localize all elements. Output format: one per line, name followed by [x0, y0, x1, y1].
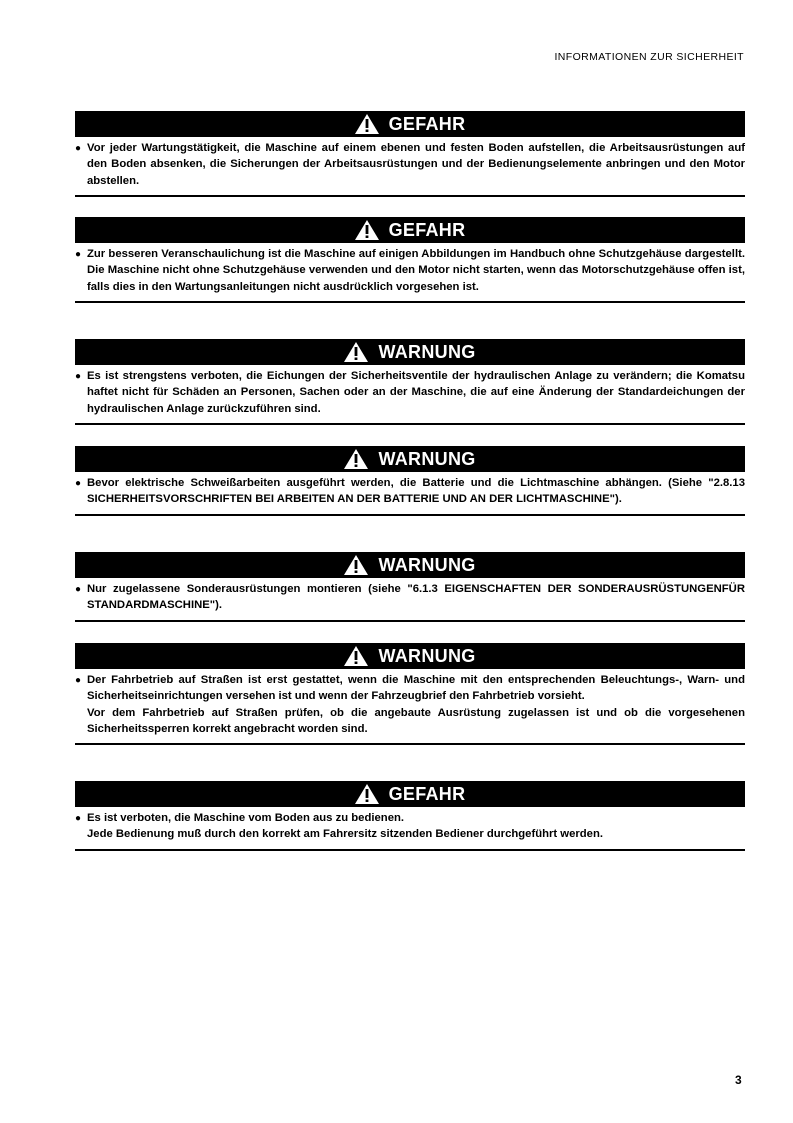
divider [75, 195, 745, 197]
notice-warnung-welding [75, 446, 745, 516]
notice-body [75, 669, 745, 741]
notice-level: WARNUNG [378, 448, 476, 469]
bullet-icon: ● [75, 675, 82, 686]
warning-triangle-icon [344, 555, 368, 575]
notice-text: Es ist verboten, die Maschine vom Boden aus zu bedienen. [87, 812, 405, 824]
divider [75, 423, 745, 425]
notice-banner [75, 552, 745, 578]
notice-warnung-valves [75, 339, 745, 425]
warning-triangle-icon [355, 220, 379, 240]
notice-gefahr-operation [75, 781, 745, 851]
page-number: 3 [735, 1073, 742, 1087]
notice-level: WARNUNG [378, 341, 476, 362]
notice-banner [75, 111, 745, 137]
bullet-icon: ● [75, 249, 82, 260]
bullet-icon: ● [75, 584, 82, 595]
notice-body [75, 365, 745, 421]
notice-gefahr-guards [75, 217, 745, 303]
notice-level: GEFAHR [388, 219, 466, 240]
notice-banner [75, 339, 745, 365]
notice-text: Es ist strengstens verboten, die Eichungen der Sicherheitsventile der hydraulischen Anlage zu verändern; die Komatsu haftet nicht für Schäden an Personen, Sachen oder an der Maschine, die auf eine Änderung der Standardeichungen der hydraulischen Anlage zurückzuführen sind. [87, 370, 745, 415]
notice-banner [75, 781, 745, 807]
warning-triangle-icon [344, 342, 368, 362]
notice-body [75, 578, 745, 618]
notice-body [75, 807, 745, 847]
notice-warnung-attachments [75, 552, 745, 622]
notice-banner [75, 643, 745, 669]
divider [75, 743, 745, 745]
notice-text: Zur besseren Veranschaulichung ist die Maschine auf einigen Abbildungen im Handbuch ohne Schutzgehäuse dargestellt. Die Maschine nicht ohne Schutzgehäuse verwenden und den Motor nicht starten, wenn das Motorschutzgehäuse offen ist, falls dies in den Wartungsanleitungen nicht ausdrücklich vorgesehen ist. [87, 248, 745, 293]
notice-text: Nur zugelassene Sonderausrüstungen montieren (siehe "6.1.3 EIGENSCHAFTEN DER SONDERAUSRÜSTUNGENFÜR STANDARDMASCHINE"). [87, 583, 745, 612]
divider [75, 301, 745, 303]
notice-text: Bevor elektrische Schweißarbeiten ausgeführt werden, die Batterie und die Lichtmaschine abhängen. (Siehe "2.8.13 SICHERHEITSVORSCHRIFTEN BEI ARBEITEN AN DER BATTERIE UND AN DER LICHTMASCHINE"). [87, 477, 745, 506]
notice-body [75, 243, 745, 299]
divider [75, 849, 745, 851]
warning-triangle-icon [355, 114, 379, 134]
bullet-icon: ● [75, 143, 82, 154]
notice-level: GEFAHR [388, 783, 466, 804]
running-head: INFORMATIONEN ZUR SICHERHEIT [554, 51, 744, 63]
notice-level: GEFAHR [388, 113, 466, 134]
notice-gefahr-maintenance [75, 111, 745, 197]
notice-warnung-road-travel [75, 643, 745, 745]
bullet-icon: ● [75, 371, 82, 382]
notice-body [75, 137, 745, 193]
warning-triangle-icon [344, 646, 368, 666]
divider [75, 514, 745, 516]
notice-text: Der Fahrbetrieb auf Straßen ist erst gestattet, wenn die Maschine mit den entsprechenden Beleuchtungs-, Warn- und Sicherheitseinrichtungen versehen ist und wenn der Fahrzeugbrief den Fahrbetrieb vorsieht. [87, 674, 745, 703]
notice-level: WARNUNG [378, 645, 476, 666]
notice-level: WARNUNG [378, 554, 476, 575]
notice-banner [75, 446, 745, 472]
notice-body [75, 472, 745, 512]
notice-text: Jede Bedienung muß durch den korrekt am Fahrersitz sitzenden Bediener durchgeführt werden. [87, 828, 603, 841]
divider [75, 620, 745, 622]
warning-triangle-icon [355, 784, 379, 804]
notice-banner [75, 217, 745, 243]
bullet-icon: ● [75, 813, 82, 824]
warning-triangle-icon [344, 449, 368, 469]
bullet-icon: ● [75, 478, 82, 489]
notice-text: Vor dem Fahrbetrieb auf Straßen prüfen, ob die angebaute Ausrüstung zugelassen ist und ob die vorgesehenen Sicherheitssperren korrekt angebracht worden sind. [87, 706, 745, 735]
notice-text: Vor jeder Wartungstätigkeit, die Maschine auf einem ebenen und festen Boden aufstellen, die Arbeitsausrüstungen auf den Boden absenken, die Sicherungen der Arbeitsausrüstungen und der Bedienungselemente anbringen und den Motor abstellen. [87, 142, 745, 187]
